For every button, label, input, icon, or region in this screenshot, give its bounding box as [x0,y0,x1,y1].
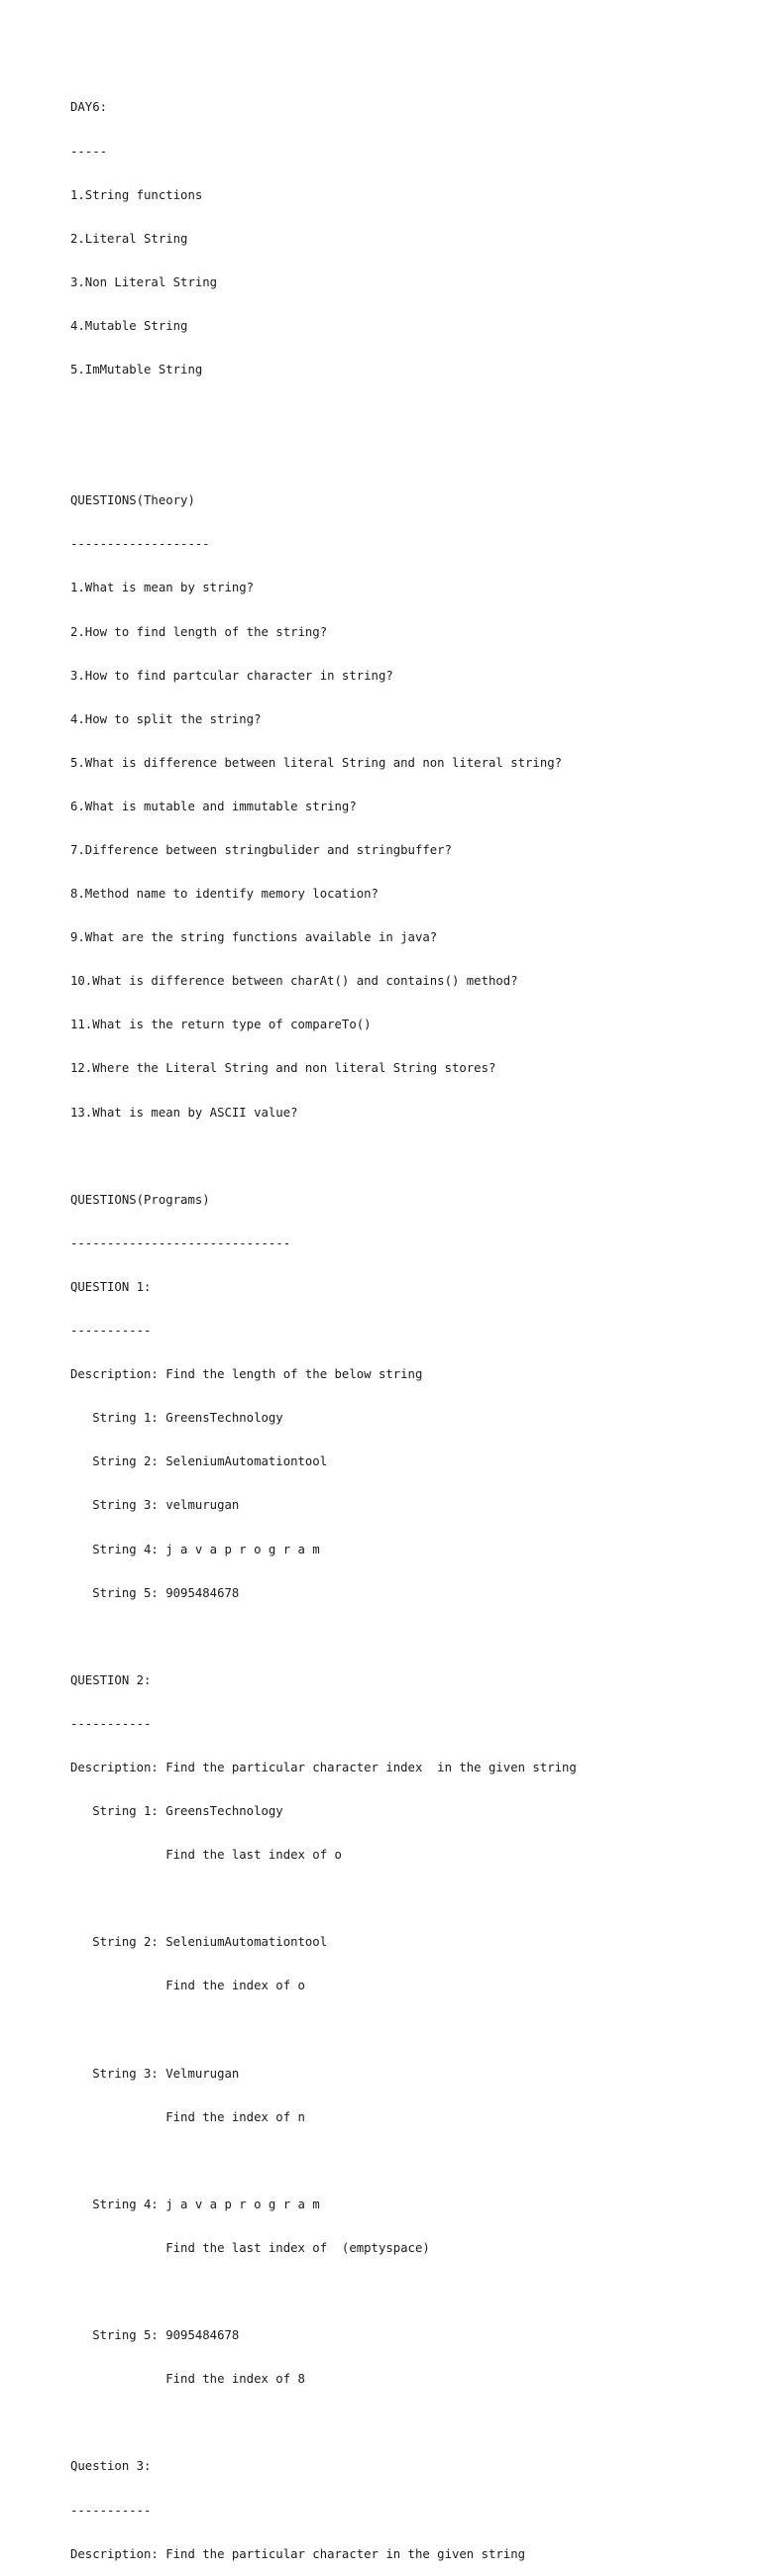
spacer [70,1630,744,1645]
theory-question: 3.How to find partcular character in string? [70,668,393,683]
theory-rule: ------------------- [70,537,210,552]
question-3-description: Description: Find the particular character in the given string [70,2546,526,2561]
spacer [70,2415,744,2430]
question-1-string: String 2: SeleniumAutomationtool [70,1454,328,1469]
theory-question: 10.What is difference between charAt() and contains() method? [70,974,518,989]
topic-item: 1.String functions [70,187,203,202]
question-2-string: String 4: j a v a p r o g r a m [70,2197,320,2211]
question-1-rule: ----------- [70,1324,152,1339]
question-2-string: String 3: Velmurugan [70,2066,240,2081]
theory-question: 1.What is mean by string? [70,581,255,595]
topic-item: 3.Non Literal String [70,274,218,289]
spacer [70,406,744,465]
question-2-rule: ----------- [70,1716,152,1731]
theory-question: 9.What are the string functions available in java? [70,930,438,945]
question-2-task: Find the index of n [70,2109,305,2124]
question-1-string: String 5: 9095484678 [70,1585,240,1600]
question-1-title: QUESTION 1: [70,1279,152,1294]
question-2-description: Description: Find the particular character index in the given string [70,1760,577,1774]
spacer [70,2154,744,2169]
theory-question: 11.What is the return type of compareTo() [70,1018,372,1032]
topic-item: 4.Mutable String [70,318,188,333]
theory-question: 12.Where the Literal String and non literal String stores? [70,1061,496,1076]
question-1-string: String 3: velmurugan [70,1498,240,1513]
day-heading: DAY6: [70,100,108,115]
document-page [70,71,744,2576]
programs-rule: ------------------------------ [70,1235,291,1250]
question-3-rule: ----------- [70,2503,152,2518]
theory-heading: QUESTIONS(Theory) [70,493,195,508]
theory-question: 4.How to split the string? [70,711,262,726]
spacer [70,1891,744,1906]
question-2-string: String 5: 9095484678 [70,2328,240,2343]
programs-heading: QUESTIONS(Programs) [70,1192,210,1207]
topic-item: 2.Literal String [70,231,188,246]
spacer [70,2023,744,2038]
question-2-string: String 2: SeleniumAutomationtool [70,1935,328,1950]
question-1-description: Description: Find the length of the below string [70,1367,423,1382]
spacer [70,2285,744,2300]
topic-item: 5.ImMutable String [70,362,203,376]
spacer [70,1149,744,1164]
question-2-title: QUESTION 2: [70,1672,152,1687]
question-2-task: Find the index of o [70,1979,305,1993]
question-2-string: String 1: GreensTechnology [70,1804,283,1819]
question-3-title: Question 3: [70,2459,152,2474]
question-1-string: String 1: GreensTechnology [70,1411,283,1426]
theory-question: 13.What is mean by ASCII value? [70,1105,298,1120]
day-rule: ----- [70,144,108,159]
question-2-task: Find the last index of (emptyspace) [70,2241,430,2256]
question-1-string: String 4: j a v a p r o g r a m [70,1542,320,1556]
theory-question: 8.Method name to identify memory location? [70,887,379,902]
theory-question: 7.Difference between stringbulider and stringbuffer? [70,843,452,858]
theory-question: 2.How to find length of the string? [70,624,328,639]
theory-question: 5.What is difference between literal String and non literal string? [70,755,563,770]
question-2-task: Find the index of 8 [70,2372,305,2387]
question-2-task: Find the last index of o [70,1848,342,1863]
theory-question: 6.What is mutable and immutable string? [70,799,357,813]
